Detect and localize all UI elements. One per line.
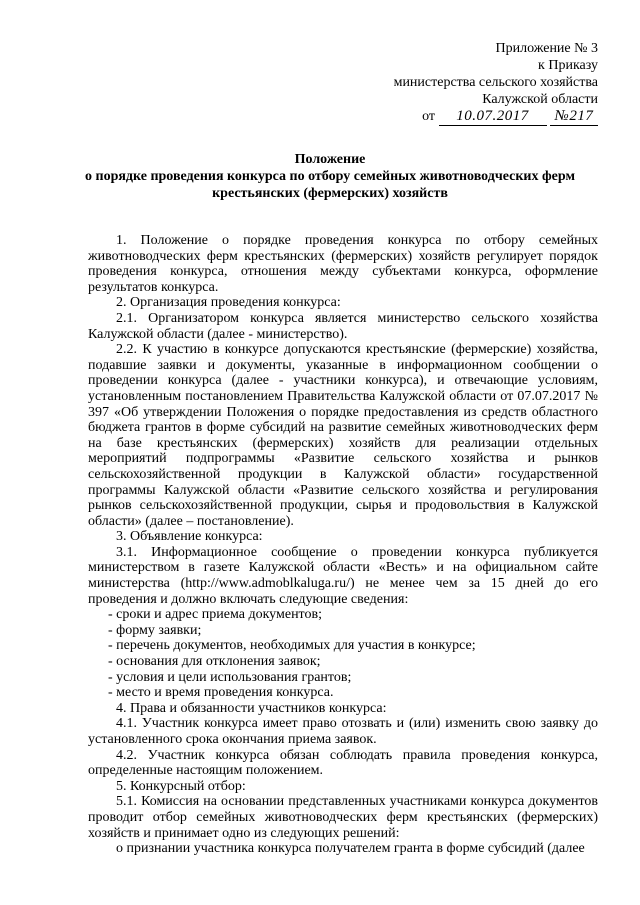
document-body: [88, 233, 598, 857]
handwritten-number: №217: [550, 108, 598, 126]
title-line-1: Положение: [294, 152, 366, 167]
list-item: - место и время проведения конкурса.: [108, 685, 334, 701]
paragraph: 5.1. Комиссия на основании представленных участниками конкурса документов проводит отбор семейных животноводческих ферм крестьянских (фермерских) хозяйств и принимает одно из следующих решений:: [88, 794, 598, 841]
paragraph: 3.1. Информационное сообщение о проведении конкурса публикуется министерством в газете Калужской области «Весть» и на официальном сайте министерства (http://www.admoblkaluga.ru/) не менее чем за 15 дней до его проведения и должно включать следующие сведения:: [88, 544, 598, 607]
paragraph: 2.2. К участию в конкурсе допускаются крестьянские (фермерские) хозяйства, подавшие заявки и документы, указанные в информационном сообщении о проведении конкурса (далее - участники конкурса), и отвечающие условиям, установленным постановлением Правительства Калужской области от 07.07.2017 № 397 «Об утверждении Положения о порядке предоставления из средств областного бюджета грантов в форме субсидий на развитие семейных животноводческих ферм на базе крестьянских (фермерских) хозяйств для реализации отдельных мероприятий подпрограммы «Развитие сельского хозяйства и рынков сельскохозяйственной продукции в Калужской области» государственной программы Калужской области «Развитие сельского хозяйства и регулирования рынков сельскохозяйственной продукции, сырья и продовольствия в Калужской области» (далее – постановление).: [88, 342, 598, 529]
order-date-line: [394, 108, 598, 126]
title-line-2: о порядке проведения конкурса по отбору семейных животноводческих ферм: [85, 169, 575, 184]
handwritten-date: 10.07.2017: [439, 108, 547, 126]
paragraph: 3. Объявление конкурса:: [116, 529, 263, 545]
paragraph: 4.1. Участник конкурса имеет право отозвать и (или) изменить свою заявку до установленного срока окончания приема заявок.: [88, 716, 598, 747]
paragraph: 4. Права и обязанности участников конкурса:: [116, 700, 387, 716]
paragraph: 5. Конкурсный отбор:: [116, 778, 246, 794]
paragraph: 4.2. Участник конкурса обязан соблюдать правила проведения конкурса, определенные настоящим положением.: [88, 747, 598, 779]
list-item: - форму заявки;: [108, 622, 202, 638]
list-item: - перечень документов, необходимых для участия в конкурсе;: [108, 638, 476, 654]
order-reference: к Приказу: [538, 58, 598, 73]
title-line-3: крестьянских (фермерских) хозяйств: [212, 186, 448, 201]
paragraph: 2.1. Организатором конкурса является министерство сельского хозяйства Калужской области (далее - министерство).: [88, 310, 598, 342]
from-label: от: [422, 109, 435, 124]
paragraph: 2. Организация проведения конкурса:: [116, 295, 341, 311]
paragraph: о признании участника конкурса получателем гранта в форме субсидий (далее: [116, 841, 585, 857]
list-item: - сроки и адрес приема документов;: [108, 607, 322, 623]
ministry-name: министерства сельского хозяйства: [393, 75, 598, 90]
region-name: Калужской области: [482, 92, 598, 107]
paragraph: 1. Положение о порядке проведения конкурса по отбору семейных животноводческих ферм крестьянских (фермерских) хозяйств регулирует порядок проведения конкурса, отношения между субъектами конкурса, оформление результатов конкурса.: [88, 233, 598, 295]
appendix-number: Приложение № 3: [495, 41, 598, 56]
document-title: [80, 151, 580, 202]
list-item: - основания для отклонения заявок;: [108, 654, 321, 670]
list-item: - условия и цели использования грантов;: [108, 669, 352, 685]
appendix-header: [394, 40, 598, 126]
